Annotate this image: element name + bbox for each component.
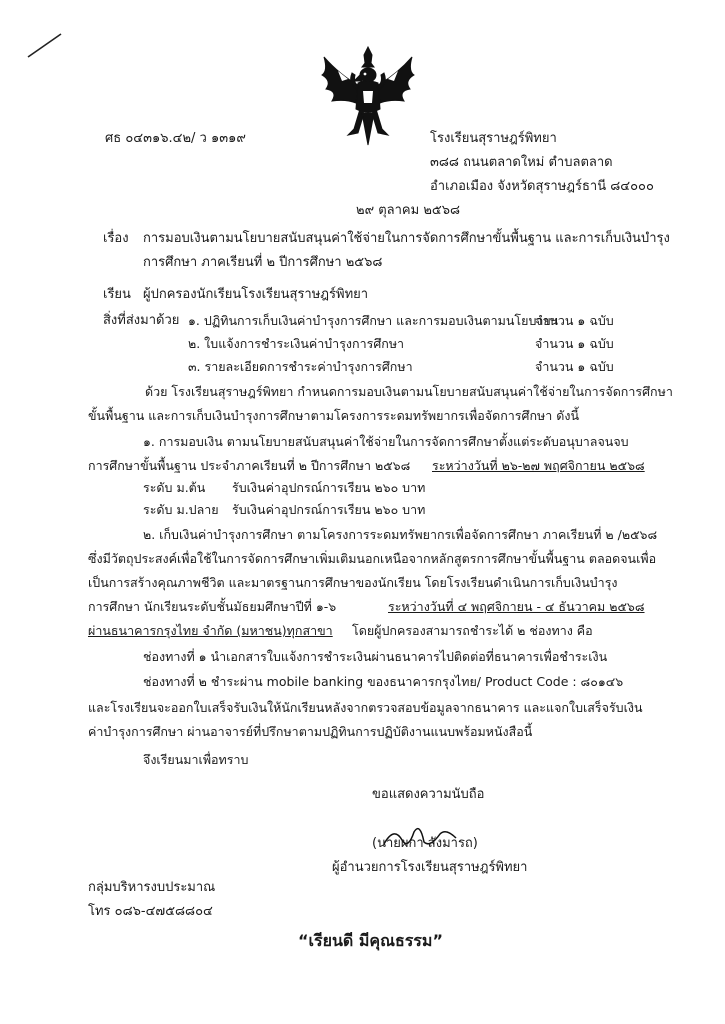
paragraph-3-date-range: ระหว่างวันที่ ๔ พฤศจิกายน - ๔ ธันวาคม ๒๕๖๘ — [388, 599, 645, 614]
paragraph-1-line1: ด้วย โรงเรียนสุราษฎร์พิทยา กำหนดการมอบเงินตามนโยบายสนับสนุนค่าใช้จ่ายในการจัดการศึกษา — [145, 384, 673, 399]
level-upper-label: ระดับ ม.ปลาย — [143, 502, 219, 517]
subject-line1: การมอบเงินตามนโยบายสนับสนุนค่าใช้จ่ายในการจัดการศึกษาขั้นพื้นฐาน และการเก็บเงินบำรุง — [143, 231, 670, 246]
regards: ขอแสดงความนับถือ — [372, 787, 485, 802]
to-text: ผู้ปกครองนักเรียนโรงเรียนสุราษฎร์พิทยา — [143, 287, 369, 302]
garuda-emblem-icon — [318, 45, 418, 150]
enclosure-item: ๒. ใบแจ้งการชำระเงินค่าบำรุงการศึกษา — [188, 336, 405, 351]
letter-date: ๒๙ ตุลาคม ๒๕๖๘ — [356, 203, 461, 218]
paragraph-2-line2-a: การศึกษาขั้นพื้นฐาน ประจำภาคเรียนที่ ๒ ปีการศึกษา ๒๕๖๘ — [88, 458, 411, 473]
level-lower-label: ระดับ ม.ต้น — [143, 480, 206, 495]
to-label: เรียน — [103, 287, 131, 302]
payment-channel-2: ช่องทางที่ ๒ ชำระผ่าน mobile banking ของธนาคารกรุงไทย/ Product Code : ๘๐๑๔๖ — [143, 674, 624, 689]
signatory-name: (นายผกา สังมารถ) — [372, 836, 478, 851]
enclosure-item: ๑. ปฏิทินการเก็บเงินค่าบำรุงการศึกษา และการมอบเงินตามนโยบายฯ — [188, 313, 558, 328]
enclosure-qty: จำนวน ๑ ฉบับ — [535, 313, 614, 328]
paragraph-4-line1: และโรงเรียนจะออกใบเสร็จรับเงินให้นักเรียนหลังจากตรวจสอบข้อมูลจากธนาคาร และแจกใบเสร็จรับเงิน — [88, 700, 643, 715]
phone-number: โทร ๐๘๖-๔๗๕๘๘๐๔ — [88, 904, 213, 919]
paragraph-3-line4-a: การศึกษา นักเรียนระดับชั้นมัธยมศึกษาปีที่ ๑-๖ — [88, 599, 337, 614]
paragraph-3-bank: ผ่านธนาคารกรุงไทย จำกัด (มหาชน)ทุกสาขา — [88, 623, 333, 638]
payment-channel-1: ช่องทางที่ ๑ นำเอกสารใบแจ้งการชำระเงินผ่านธนาคารไปติดต่อที่ธนาคารเพื่อชำระเงิน — [143, 649, 608, 664]
enclosure-qty: จำนวน ๑ ฉบับ — [535, 336, 614, 351]
school-motto: “เรียนดี มีคุณธรรม” — [298, 931, 443, 950]
department: กลุ่มบริหารงบประมาณ — [88, 880, 216, 895]
reference-number: ศธ ๐๔๓๑๖.๔๒/ ว ๑๓๑๙ — [105, 131, 246, 146]
enclosures-label: สิ่งที่ส่งมาด้วย — [103, 313, 180, 328]
school-address-line2: อำเภอเมือง จังหวัดสุราษฎร์ธานี ๘๔๐๐๐ — [430, 179, 654, 194]
paragraph-3-line3: เป็นการสร้างคุณภาพชีวิต และมาตรฐานการศึกษาของนักเรียน โดยโรงเรียนดำเนินการเก็บเงินบำรุง — [88, 575, 618, 590]
level-upper-text: รับเงินค่าอุปกรณ์การเรียน ๒๖๐ บาท — [232, 502, 426, 517]
pen-mark-icon — [25, 30, 65, 60]
paragraph-4-line2: ค่าบำรุงการศึกษา ผ่านอาจารย์ที่ปรึกษาตามปฏิทินการปฏิบัติงานแนบพร้อมหนังสือนี้ — [88, 724, 533, 739]
paragraph-3-line1: ๒. เก็บเงินค่าบำรุงการศึกษา ตามโครงการระดมทรัพยากรเพื่อจัดการศึกษา ภาคเรียนที่ ๒ /๒๕๖๘ — [143, 527, 658, 542]
paragraph-3-line5-b: โดยผู้ปกครองสามารถชำระได้ ๒ ช่องทาง คือ — [352, 623, 593, 638]
school-address-line1: ๓๘๘ ถนนตลาดใหม่ ตำบลตลาด — [430, 155, 613, 170]
paragraph-3-line2: ซึ่งมีวัตถุประสงค์เพื่อใช้ในการจัดการศึกษาเพิ่มเติมนอกเหนือจากหลักสูตรการศึกษาขั้นพื้นฐาน ตลอดจนเพื่อ — [88, 551, 657, 566]
signatory-position: ผู้อำนวยการโรงเรียนสุราษฎร์พิทยา — [332, 860, 528, 875]
subject-label: เรื่อง — [103, 231, 129, 246]
paragraph-2-line1: ๑. การมอบเงิน ตามนโยบายสนับสนุนค่าใช้จ่ายในการจัดการศึกษาตั้งแต่ระดับอนุบาลจนจบ — [143, 434, 629, 449]
paragraph-2-date-range: ระหว่างวันที่ ๒๖-๒๗ พฤศจิกายน ๒๕๖๘ — [432, 458, 645, 473]
paragraph-1-line2: ขั้นพื้นฐาน และการเก็บเงินบำรุงการศึกษาตามโครงการระดมทรัพยากรเพื่อจัดการศึกษา ดังนี้ — [88, 408, 580, 423]
level-lower-text: รับเงินค่าอุปกรณ์การเรียน ๒๖๐ บาท — [232, 480, 426, 495]
enclosure-qty: จำนวน ๑ ฉบับ — [535, 359, 614, 374]
enclosure-item: ๓. รายละเอียดการชำระค่าบำรุงการศึกษา — [188, 359, 413, 374]
subject-line2: การศึกษา ภาคเรียนที่ ๒ ปีการศึกษา ๒๕๖๘ — [143, 255, 383, 270]
school-name: โรงเรียนสุราษฎร์พิทยา — [430, 131, 557, 146]
closing-line: จึงเรียนมาเพื่อทราบ — [143, 752, 249, 767]
